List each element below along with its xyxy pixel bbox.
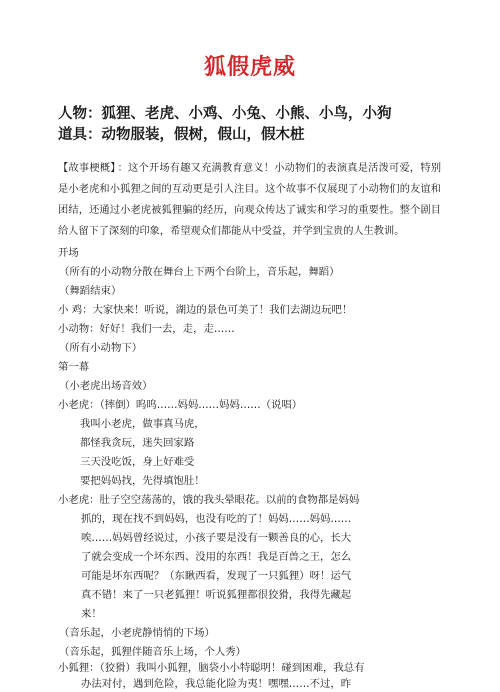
dialogue-line: 小狐狸：（狡猾）我叫小狐狸，脑袋小小特聪明！碰到困难，我总有 (58, 662, 365, 674)
song-line: 都怪我贪玩，迷失回家路 (80, 437, 195, 449)
song-line: 要把妈妈找，先得填饱肚！ (80, 475, 205, 487)
song-line: 我叫小老虎，做事真马虎， (80, 418, 205, 430)
dialogue-line: 小老虎：肚子空空荡荡的，饿的我头晕眼花。以前的食物都是妈妈 (58, 494, 360, 506)
stage-direction: （所有小动物下） (59, 342, 143, 354)
song-line: 三天没吃饭，身上好难受 (80, 456, 195, 468)
dialogue-continuation: 来！ (81, 608, 102, 620)
dialogue-line: 小动物：好好！我们一去，走，走…… (58, 323, 235, 335)
stage-direction: （音乐起，狐狸伴随音乐上场，个人秀） (59, 646, 247, 658)
dialogue-continuation: 抓的，现在找不到妈妈，也没有吃的了！妈妈……妈妈…… (81, 513, 352, 525)
dialogue-line: 小老虎：（摔倒）呜呜……妈妈……妈妈……（说唱） (58, 399, 303, 411)
dialogue-continuation: 办法对付，遇到危险，我总能化险为夷！嘿嘿……不过，昨 (81, 678, 352, 690)
dialogue-continuation: 真不错！来了一只老狐狸！听说狐狸都很狡猾，我得先藏起 (81, 589, 352, 601)
props-line: 道具：动物服装，假树，假山，假木桩 (58, 126, 305, 143)
dialogue-continuation: 可能是坏东西呢？（东瞅西看，发现了一只狐狸）呀！运气 (81, 570, 352, 582)
page-title: 狐假虎威 (203, 54, 296, 80)
stage-direction: （小老虎出场音效） (59, 380, 153, 392)
dialogue-line: 小 鸡：大家快来！听说，湖边的景色可美了！我们去湖边玩吧！ (58, 304, 353, 316)
roles-block (58, 103, 478, 145)
summary-text: ：这个开场有趣又充满教育意义！小动物们的表演真是活泼可爱，特别是小老虎和小狐狸之间的互动更是引人注目。这个故事不仅展现了小动物们的友谊和团结，还通过小老虎被狐狸骗的经历，向观众传达了诚实和学习的重要性。整个剧目给人留下了深刻的印象，希望观众们都能从中受益，并学到宝贵的人生教训。 (58, 163, 442, 237)
dialogue-continuation: 唉……妈妈曾经说过，小孩子要是没有一颗善良的心，长大 (81, 532, 352, 544)
characters-line: 人物：狐狸、老虎、小鸡、小兔、小熊、小鸟，小狗 (58, 105, 392, 122)
stage-direction: （音乐起，小老虎静悄悄的下场） (59, 627, 215, 639)
dialogue-continuation: 了就会变成一个坏东西、没用的东西！我是百兽之王，怎么 (81, 551, 352, 563)
section-heading-opening: 开场 (58, 247, 79, 259)
stage-direction: （舞蹈结束） (59, 285, 122, 297)
summary-tag: 【故事梗概】 (58, 163, 116, 174)
story-summary (58, 158, 441, 242)
section-heading-act-one: 第一幕 (58, 361, 90, 373)
stage-direction: （所有的小动物分散在舞台上下两个台阶上，音乐起，舞蹈） (59, 266, 340, 278)
